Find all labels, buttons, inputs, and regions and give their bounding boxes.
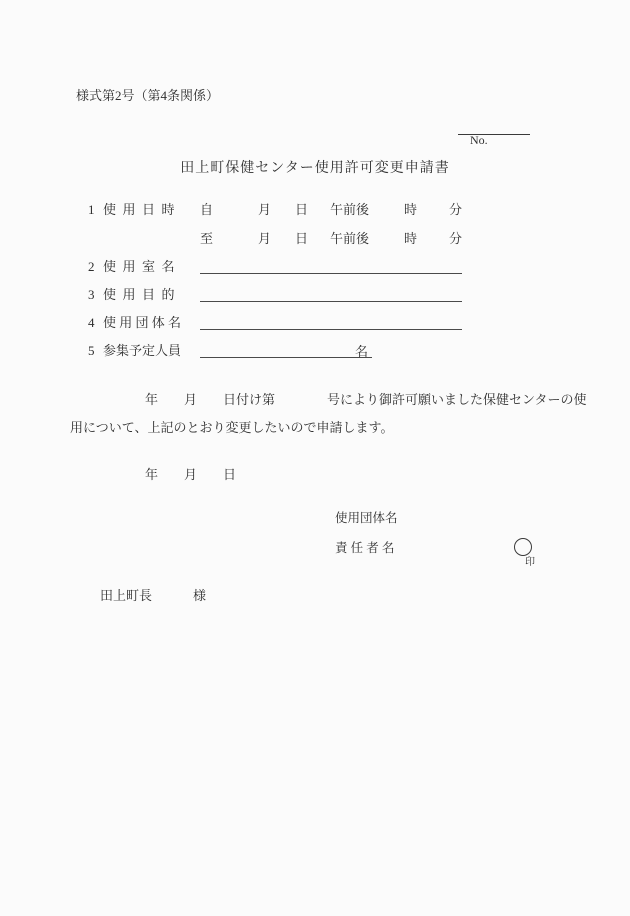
seal-icon [514,538,535,568]
item-number: 4 [88,315,95,330]
addressee-name: 田上町長 [100,588,153,603]
purpose-blank-field [200,287,462,302]
item-label-organization: 使 用 団 体 名 [103,315,182,330]
item-number: 2 [88,259,95,274]
item-number: 5 [88,343,95,358]
form-number: 様式第2号（第4条関係） [76,88,220,103]
hour-label: 時 [404,231,418,246]
day-label: 日 [295,231,309,246]
item-purpose-row [0,287,630,303]
minute-label: 分 [449,202,463,217]
day-label: 日 [295,202,309,217]
signature-responsible-label: 責 任 者 名 [335,541,395,555]
item-label-room-name: 使 用 室 名 [103,259,175,274]
item-use-datetime-row-from [0,202,630,218]
attendees-unit-label: 名 [354,344,368,359]
item-number: 1 [88,202,95,217]
addressee-row [0,588,630,604]
item-room-name-row [0,259,630,275]
ampm-label: 午前後 [330,231,370,246]
document-number-field [458,118,530,147]
organization-blank-field [200,315,462,330]
minute-label: 分 [449,231,463,246]
item-label-purpose: 使 用 目 的 [103,287,175,302]
item-label-attendees: 参集予定人員 [103,343,182,358]
document-number-label: No. [470,133,488,147]
signature-organization-label: 使用団体名 [335,511,398,525]
attendees-blank-field [200,343,372,358]
addressee-honorific: 様 [193,588,207,603]
item-use-datetime-row-to [0,231,630,247]
body-paragraph-line2: 用について、上記のとおり変更したいので申請します。 [70,420,394,435]
item-label-use-datetime: 使 用 日 時 [103,202,175,217]
item-attendees-row [0,343,630,359]
body-paragraph-line1: 年 月 日付け第 号により御許可願いました保健センターの使 [145,392,587,407]
from-marker: 自 [200,202,214,217]
room-name-blank-field [200,259,462,274]
page-title: 田上町保健センター使用許可変更申請書 [180,161,450,176]
month-label: 月 [258,231,272,246]
item-organization-row [0,315,630,331]
to-marker: 至 [200,231,214,246]
item-number: 3 [88,287,95,302]
ampm-label: 午前後 [330,202,370,217]
application-date-line: 年 月 日 [145,467,237,482]
month-label: 月 [258,202,272,217]
hour-label: 時 [404,202,418,217]
seal-character: 印 [525,557,535,568]
